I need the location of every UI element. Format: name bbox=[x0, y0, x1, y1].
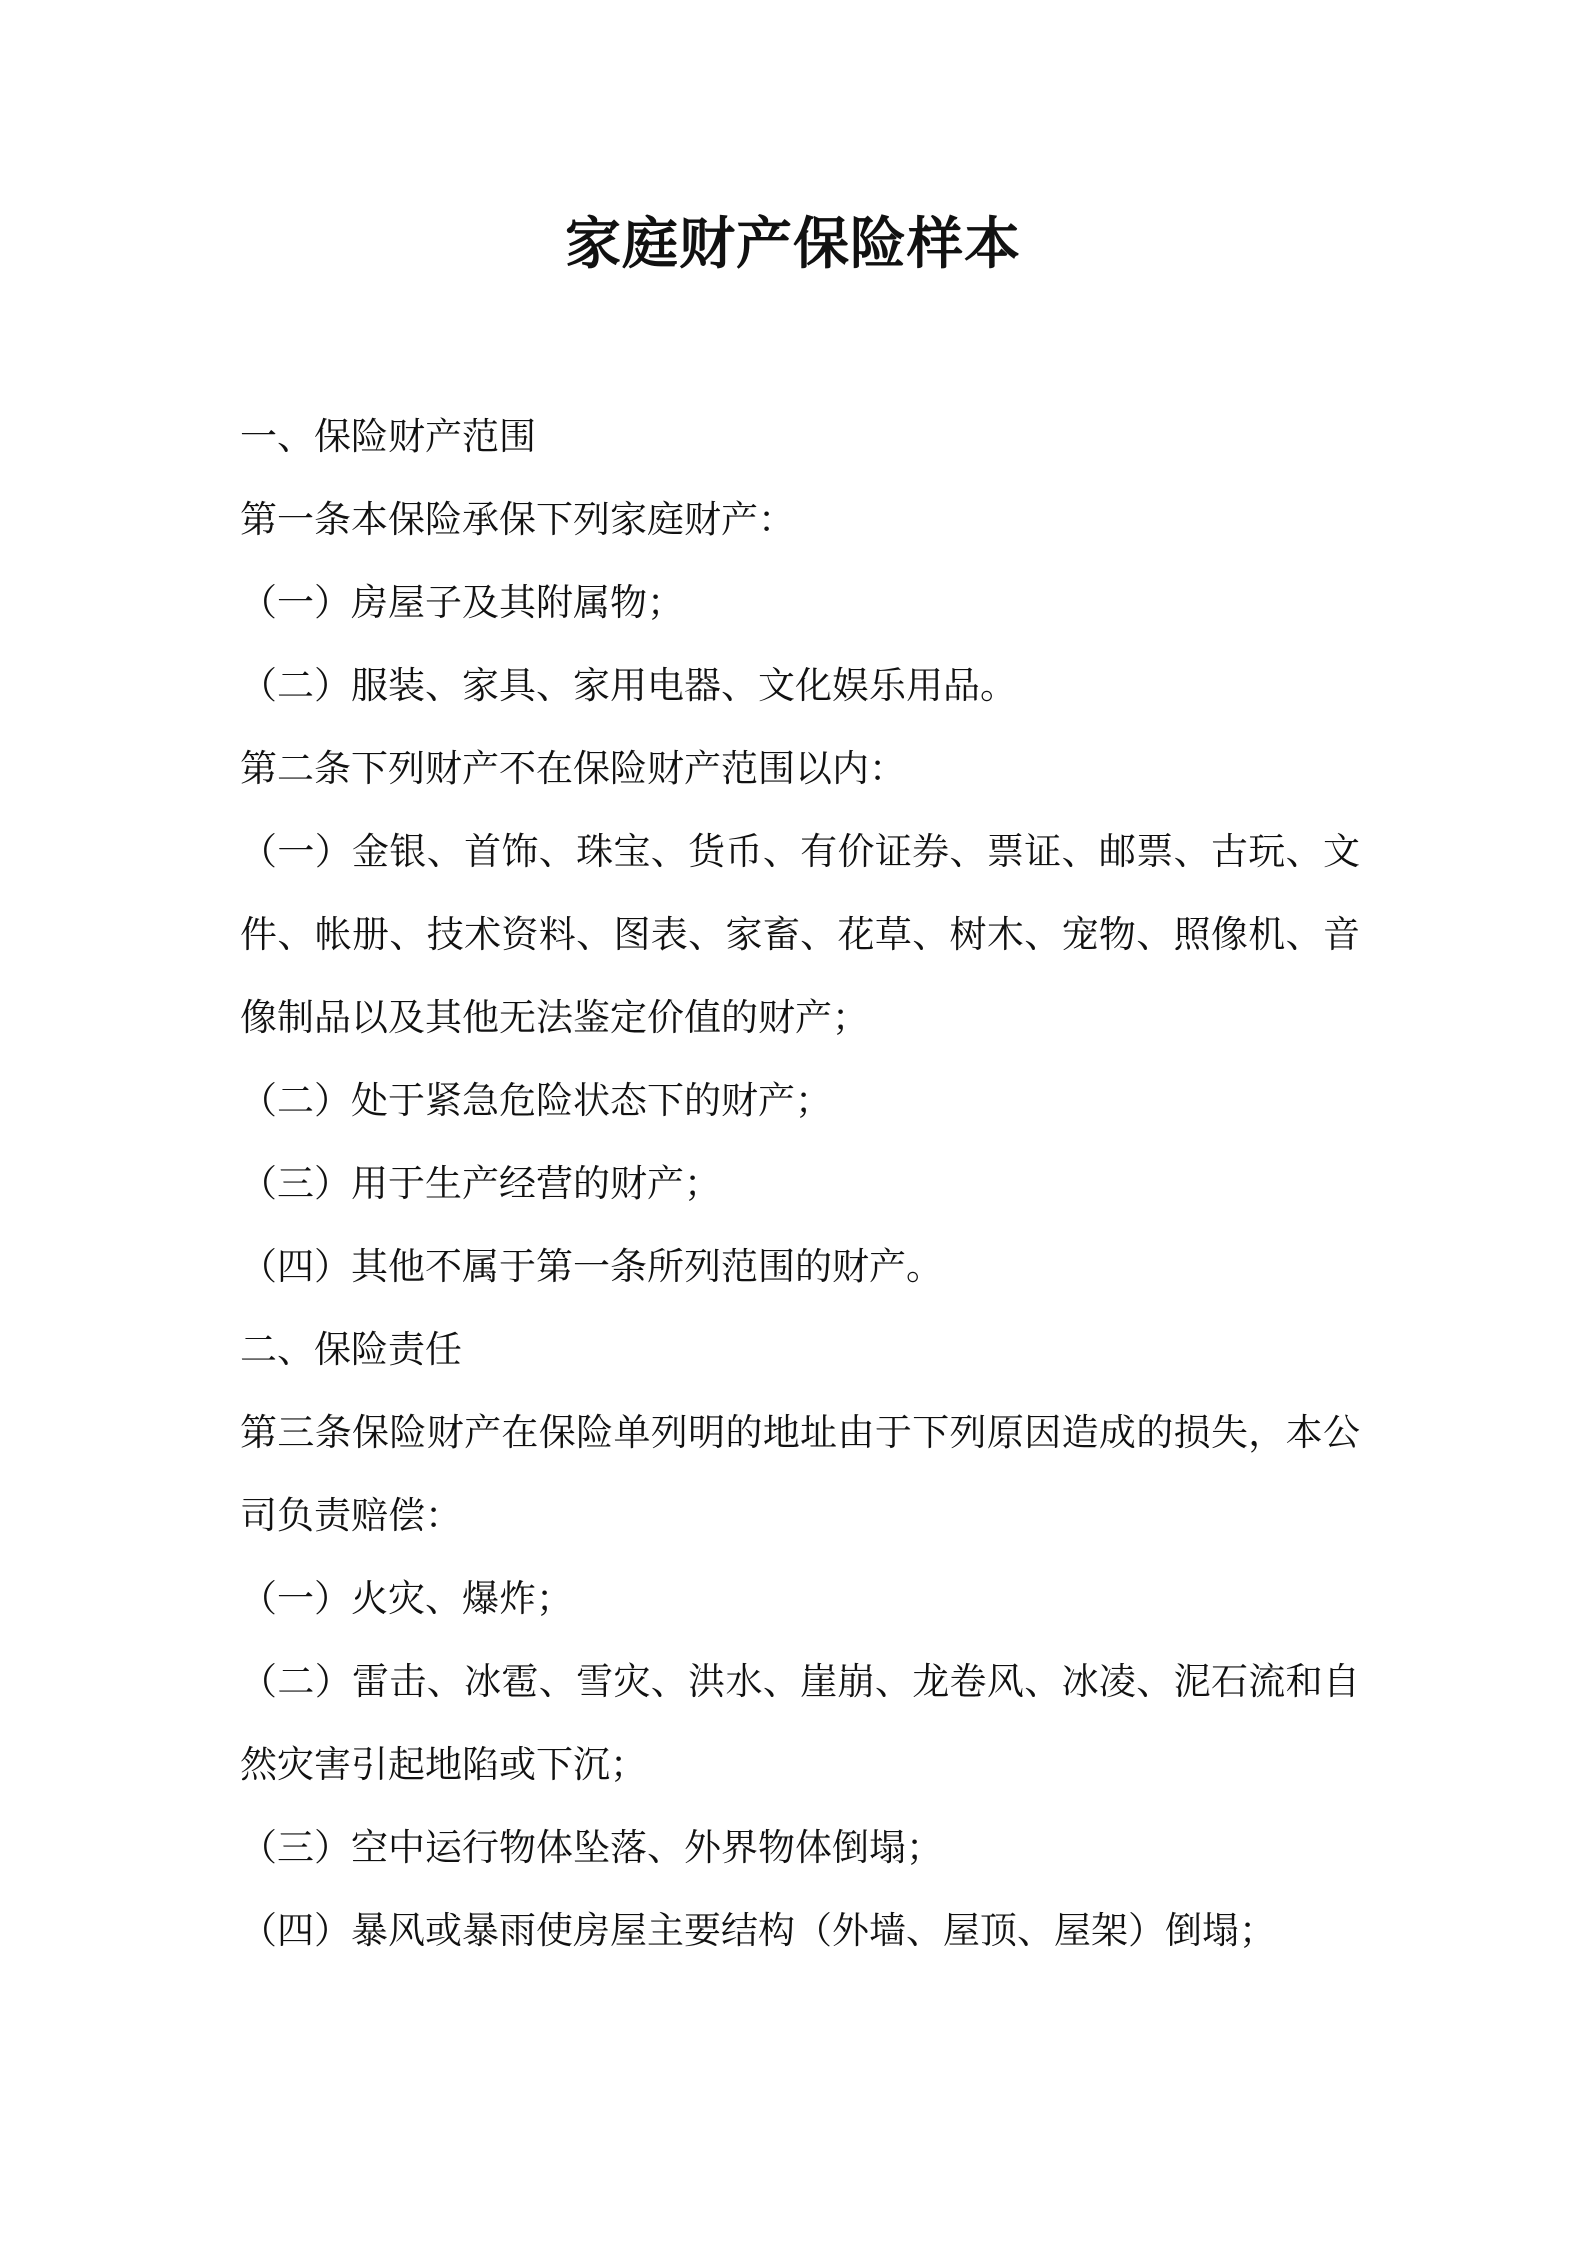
article-text: 第一条本保险承保下列家庭财产： bbox=[240, 498, 795, 541]
article-text-continuation: 司负责赔偿： bbox=[240, 1494, 462, 1537]
list-item: （四）暴风或暴雨使房屋主要结构（外墙、屋顶、屋架）倒塌； bbox=[240, 1909, 1276, 1952]
list-item: （二）处于紧急危险状态下的财产； bbox=[240, 1079, 832, 1122]
list-item: （二）服装、家具、家用电器、文化娱乐用品。 bbox=[240, 664, 1017, 707]
list-item: （一）房屋子及其附属物； bbox=[240, 581, 684, 624]
section-heading: 一、保险财产范围 bbox=[240, 415, 536, 458]
document-body bbox=[240, 395, 1360, 1972]
section-heading: 二、保险责任 bbox=[240, 1328, 462, 1371]
list-item: （一）金银、首饰、珠宝、货币、有价证券、票证、邮票、古玩、文 bbox=[240, 830, 1360, 873]
list-item-continuation: 件、帐册、技术资料、图表、家畜、花草、树木、宠物、照像机、音 bbox=[240, 913, 1360, 956]
list-item: （二）雷击、冰雹、雪灾、洪水、崖崩、龙卷风、冰凌、泥石流和自 bbox=[240, 1660, 1360, 1703]
list-item: （三）空中运行物体坠落、外界物体倒塌； bbox=[240, 1826, 943, 1869]
list-item: （四）其他不属于第一条所列范围的财产。 bbox=[240, 1245, 943, 1288]
article-text: 第二条下列财产不在保险财产范围以内： bbox=[240, 747, 906, 790]
list-item: （三）用于生产经营的财产； bbox=[240, 1162, 721, 1205]
list-item-continuation: 像制品以及其他无法鉴定价值的财产； bbox=[240, 996, 869, 1039]
article-text: 第三条保险财产在保险单列明的地址由于下列原因造成的损失，本公 bbox=[240, 1411, 1360, 1454]
list-item: （一）火灾、爆炸； bbox=[240, 1577, 573, 1620]
document-title: 家庭财产保险样本 bbox=[565, 212, 1021, 277]
list-item-continuation: 然灾害引起地陷或下沉； bbox=[240, 1743, 647, 1786]
